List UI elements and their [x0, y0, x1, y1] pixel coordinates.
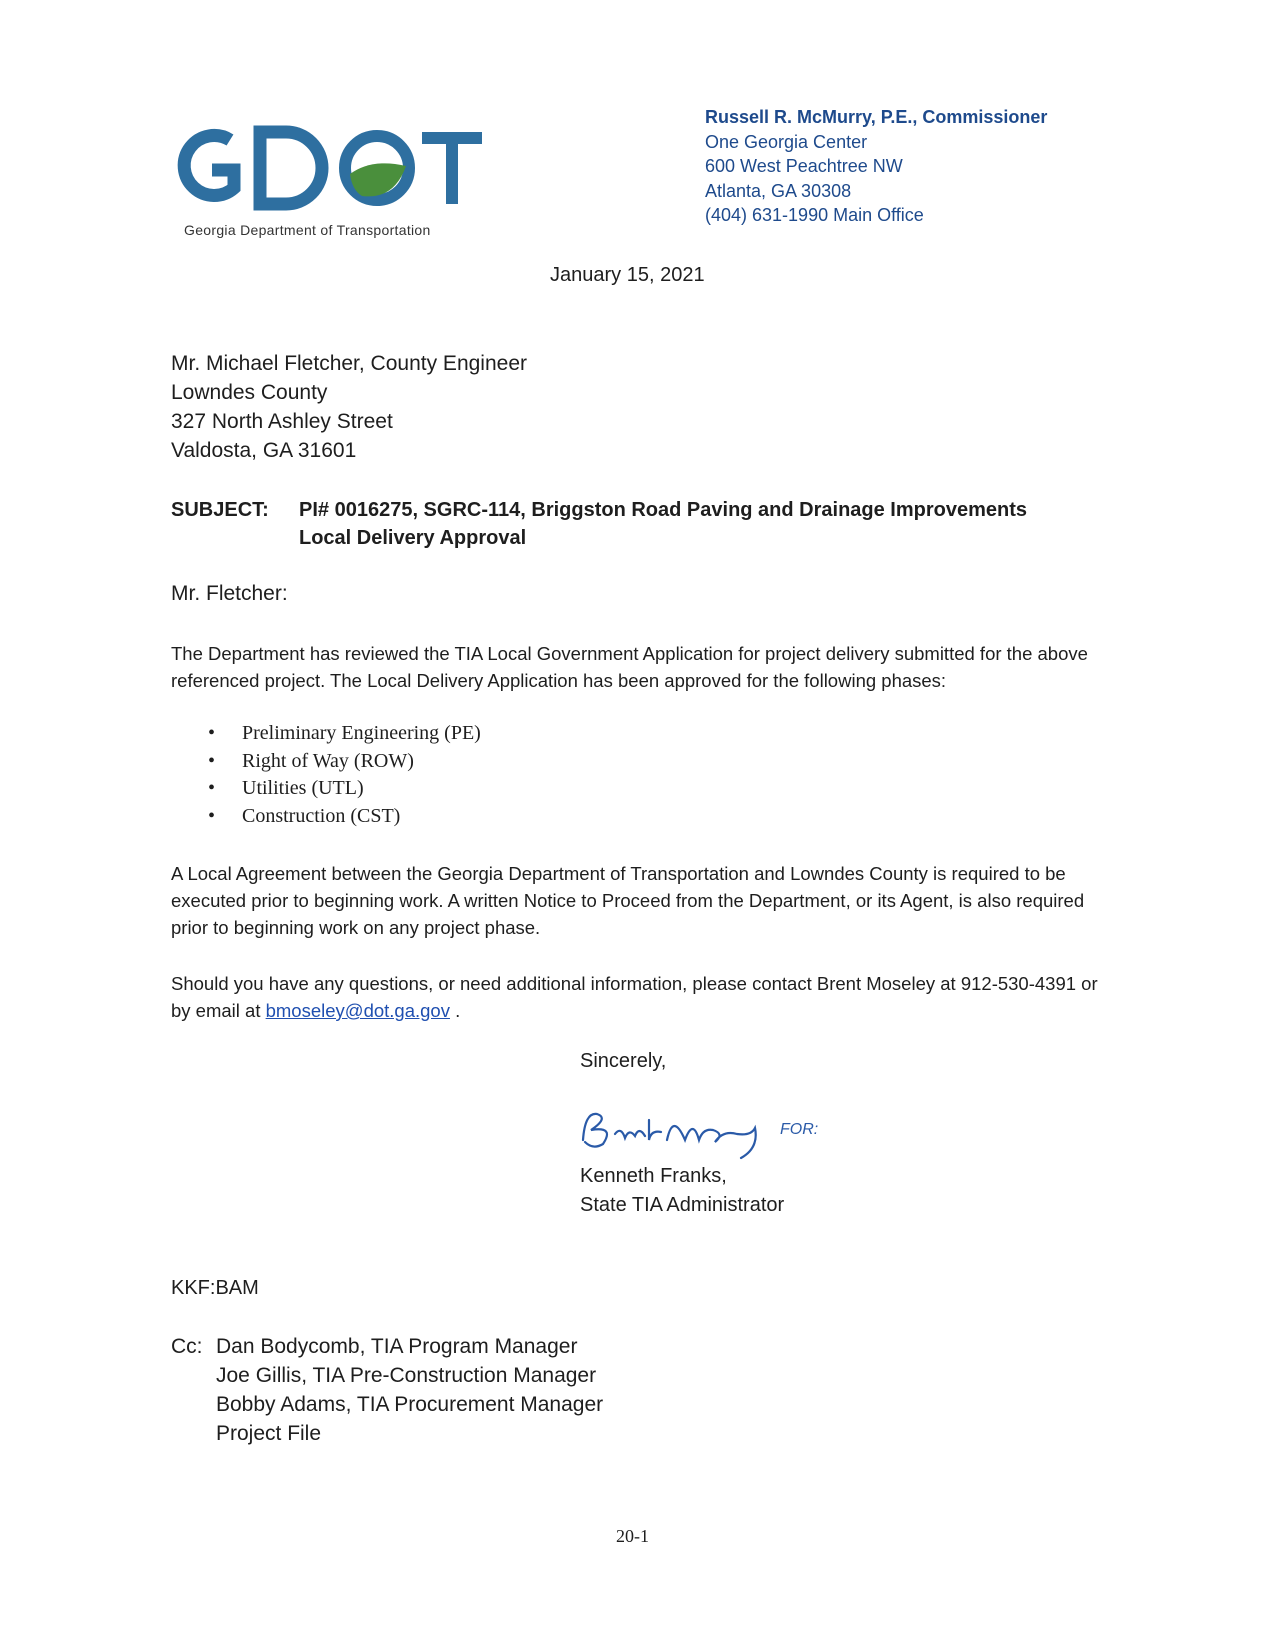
phase-item: • Construction (CST) [208, 803, 481, 831]
paragraph-contact [171, 970, 1111, 1024]
logo-letter-g [184, 135, 234, 195]
recipient-line: Mr. Michael Fletcher, County Engineer [171, 352, 527, 375]
cc-recipient: Project File [216, 1422, 322, 1445]
email-link[interactable]: bmoseley@dot.ga.gov [265, 1000, 450, 1021]
contact-end: . [449, 1000, 461, 1021]
handwritten-signature [575, 1100, 895, 1160]
reference-initials: KKF:BAM [171, 1277, 259, 1299]
signature-drawing [575, 1100, 895, 1160]
logo-subtitle: Georgia Department of Transportation [184, 222, 431, 238]
recipient-block [171, 349, 527, 465]
cc-recipient: Dan Bodycomb, TIA Program Manager [216, 1335, 578, 1358]
paragraph-review: The Department has reviewed the TIA Local Government Application for project delivery submitted for the above referenced project. The Local Delivery Application has been approved for the following phases: [171, 643, 1088, 691]
phase-item: • Right of Way (ROW) [208, 748, 481, 776]
letter-date: January 15, 2021 [550, 264, 705, 286]
signature-stroke [583, 1114, 756, 1158]
phase-item: • Preliminary Engineering (PE) [208, 720, 481, 748]
signer-title: State TIA Administrator [580, 1194, 785, 1216]
logo-letter-d [260, 132, 322, 204]
address-line: Atlanta, GA 30308 [705, 180, 852, 201]
subject-label: SUBJECT: [171, 499, 269, 521]
closing: Sincerely, [580, 1050, 667, 1072]
recipient-line: 327 North Ashley Street [171, 410, 393, 433]
gdot-logo [172, 118, 502, 248]
recipient-line: Lowndes County [171, 381, 328, 404]
page-number: 20-1 [616, 1526, 649, 1546]
cc-list [216, 1332, 603, 1448]
signer-block [580, 1162, 784, 1220]
signer-name: Kenneth Franks, [580, 1165, 727, 1187]
cc-recipient: Bobby Adams, TIA Procurement Manager [216, 1393, 604, 1416]
recipient-line: Valdosta, GA 31601 [171, 439, 357, 462]
cc-label: Cc: [171, 1335, 203, 1358]
signature-for: FOR: [780, 1121, 819, 1138]
subject-line: PI# 0016275, SGRC-114, Briggston Road Paving and Drainage Improvements [299, 499, 1028, 521]
address-line: One Georgia Center [705, 131, 868, 152]
logo-letter-t-stem [446, 132, 458, 204]
phase-item: • Utilities (UTL) [208, 775, 481, 803]
gdot-logo-mark [172, 118, 502, 218]
salutation: Mr. Fletcher: [171, 582, 288, 605]
commissioner-name: Russell R. McMurry, P.E., Commissioner [705, 107, 1048, 127]
cc-recipient: Joe Gillis, TIA Pre-Construction Manager [216, 1364, 597, 1387]
subject-line: Local Delivery Approval [299, 527, 527, 549]
phases-list [208, 720, 481, 830]
commissioner-address [705, 105, 1047, 228]
paragraph-agreement: A Local Agreement between the Georgia Department of Transportation and Lowndes County is required to be executed prior to beginning work. A written Notice to Proceed from the Department, or its Agent, is also required prior to beginning work on any project phase. [171, 863, 1085, 938]
contact-text: Should you have any questions, or need additional information, please contact Brent Moseley at 912-530-4391 or by email at [171, 973, 1098, 1021]
address-line: (404) 631-1990 Main Office [705, 205, 924, 225]
subject-text [299, 496, 1027, 552]
address-line: 600 West Peachtree NW [705, 156, 903, 176]
